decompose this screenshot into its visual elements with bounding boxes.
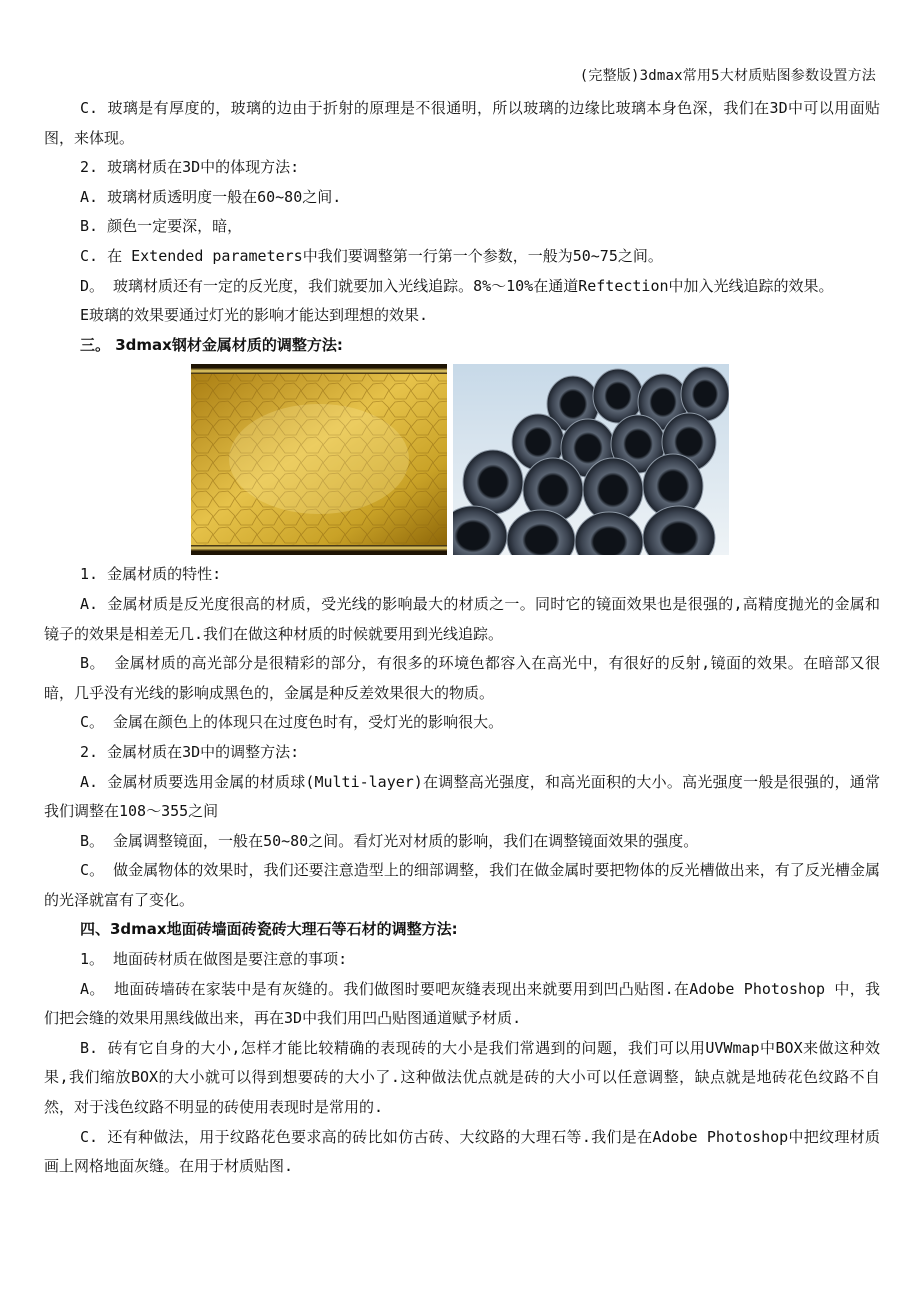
gold-metal-texture-image	[191, 364, 447, 555]
paragraph: 1. 金属材质的特性:	[80, 565, 222, 584]
paragraph: E玻璃的效果要通过灯光的影响才能达到理想的效果.	[80, 306, 429, 325]
section-heading-tile: 四、3dmax地面砖墙面砖瓷砖大理石等石材的调整方法:	[80, 920, 458, 939]
paragraph: C. 还有种做法，用于纹路花色要求高的砖比如仿古砖、大纹路的大理石等.我们是在Adobe Photoshop中把纹理材质画上网格地面灰缝。在用于材质贴图.	[44, 1127, 880, 1176]
paragraph: B. 砖有它自身的大小,怎样才能比较精确的表现砖的大小是我们常遇到的问题，我们可以用UVWmap中BOX来做这种效果,我们缩放BOX的大小就可以得到想要砖的大小了.这种做法优点就是砖的大小可以任意调整，缺点就是地砖花色纹路不自然，对于浅色纹路不明显的砖使用表现时是常用的.	[44, 1038, 880, 1117]
paragraph: B。 金属调整镜面，一般在50~80之间。看灯光对材质的影响，我们在调整镜面效果的强度。	[80, 831, 699, 850]
paragraph: B. 颜色一定要深，暗，	[80, 217, 243, 236]
section-heading-metal: 三。 3dmax钢材金属材质的调整方法:	[80, 335, 343, 354]
paragraph: A. 玻璃材质透明度一般在60~80之间.	[80, 187, 342, 206]
paragraph: C。 金属在颜色上的体现只在过度色时有，受灯光的影响很大。	[80, 713, 504, 732]
steel-wire-coils-image	[453, 364, 729, 555]
paragraph: C. 玻璃是有厚度的，玻璃的边由于折射的原理是不很通明，所以玻璃的边缘比玻璃本身色深，我们在3D中可以用面贴图，来体现。	[44, 99, 880, 147]
paragraph: D。 玻璃材质还有一定的反光度，我们就要加入光线追踪。8%～10%在通道Reftection中加入光线追踪的效果。	[80, 276, 834, 295]
paragraph: 1。 地面砖材质在做图是要注意的事项:	[80, 950, 348, 969]
paragraph: A。 地面砖墙砖在家装中是有灰缝的。我们做图时要吧灰缝表现出来就要用到凹凸贴图.在Adobe Photoshop 中，我们把会缝的效果用黑线做出来，再在3D中我们用凹凸贴图通道赋予材质.	[44, 979, 880, 1028]
paragraph: C. 在 Extended parameters中我们要调整第一行第一个参数，一般为50~75之间。	[80, 246, 663, 265]
paragraph: 2. 玻璃材质在3D中的体现方法:	[80, 158, 300, 177]
paragraph: B。 金属材质的高光部分是很精彩的部分，有很多的环境色都容入在高光中，有很好的反射,镜面的效果。在暗部又很暗，几乎没有光线的影响成黑色的，金属是种反差效果很大的物质。	[44, 654, 880, 702]
paragraph: A. 金属材质要选用金属的材质球(Multi-layer)在调整高光强度，和高光面积的大小。高光强度一般是很强的，通常我们调整在108～355之间	[44, 772, 880, 821]
paragraph: C。 做金属物体的效果时，我们还要注意造型上的细部调整，我们在做金属时要把物体的反光槽做出来，有了反光槽金属的光泽就富有了变化。	[44, 861, 880, 909]
image-row	[44, 360, 880, 560]
document-body	[44, 94, 880, 1182]
paragraph: 2. 金属材质在3D中的调整方法:	[80, 742, 300, 761]
page-header: (完整版)3dmax常用5大材质贴图参数设置方法	[579, 68, 876, 84]
paragraph: A. 金属材质是反光度很高的材质，受光线的影响最大的材质之一。同时它的镜面效果也是很强的,高精度抛光的金属和镜子的效果是相差无几.我们在做这种材质的时候就要用到光线追踪。	[44, 594, 880, 643]
